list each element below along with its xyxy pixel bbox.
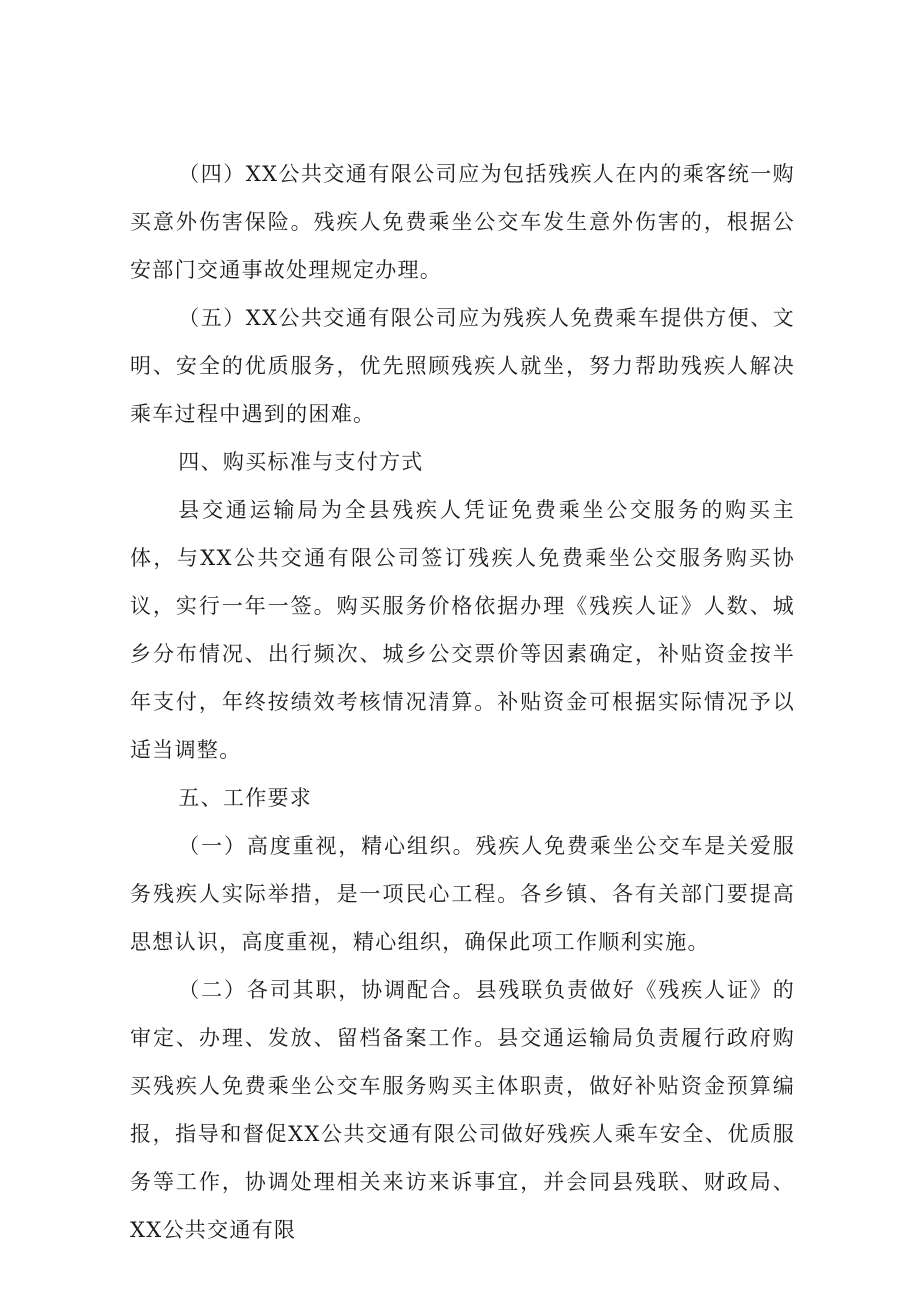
paragraph-item-4-insurance: （四）XX公共交通有限公司应为包括残疾人在内的乘客统一购买意外伤害保险。残疾人免费乘坐公交车发生意外伤害的，根据公安部门交通事故处理规定办理。 — [130, 162, 795, 282]
section-heading-4: 四、购买标准与支付方式 — [178, 450, 424, 474]
section-heading-5: 五、工作要求 — [178, 786, 313, 810]
paragraph-item-5-service: （五）XX公共交通有限公司应为残疾人免费乘车提供方便、文明、安全的优质服务，优先照顾残疾人就坐，努力帮助残疾人解决乘车过程中遇到的困难。 — [130, 306, 795, 426]
paragraph-requirement-1: （一）高度重视，精心组织。残疾人免费乘坐公交车是关爱服务残疾人实际举措，是一项民心工程。各乡镇、各有关部门要提高思想认识，高度重视，精心组织，确保此项工作顺利实施。 — [130, 834, 795, 954]
paragraph-requirement-2: （二）各司其职，协调配合。县残联负责做好《残疾人证》的审定、办理、发放、留档备案工作。县交通运输局负责履行政府购买残疾人免费乘坐公交车服务购买主体职责，做好补贴资金预算编报，指导和督促XX公共交通有限公司做好残疾人乘车安全、优质服务等工作，协调处理相关来访来诉事宜，并会同县残联、财政局、XX公共交通有限 — [130, 978, 795, 1242]
document-page — [130, 150, 795, 1254]
paragraph-purchase-standard: 县交通运输局为全县残疾人凭证免费乘坐公交服务的购买主体，与XX公共交通有限公司签订残疾人免费乘坐公交服务购买协议，实行一年一签。购买服务价格依据办理《残疾人证》人数、城乡分布情况、出行频次、城乡公交票价等因素确定，补贴资金按半年支付，年终按绩效考核情况清算。补贴资金可根据实际情况予以适当调整。 — [130, 498, 795, 762]
